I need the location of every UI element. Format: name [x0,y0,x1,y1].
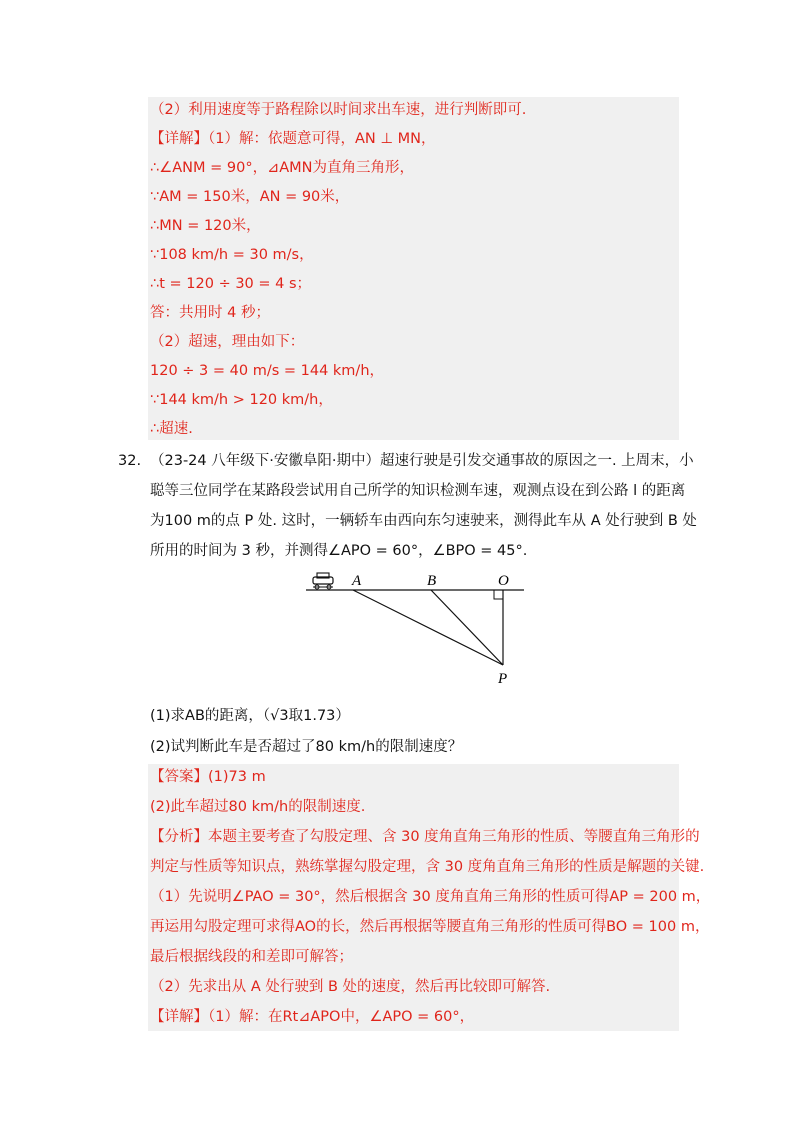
segment-BP [431,590,503,665]
label-P: P [498,671,508,687]
detail-line: 【详解】（1）解：依题意可得，AN ⊥ MN， [150,131,436,147]
right-angle-mark [494,590,503,599]
detail-line: ∴t = 120 ÷ 30 = 4 s； [150,276,312,292]
question-text: 为100 m的点 P 处. 这时，一辆轿车由西向东匀速驶来，测得此车从 A 处行驶到 B 处 [150,513,697,529]
label-B: B [427,573,437,589]
analysis-line: 判定与性质等知识点，熟练掌握勾股定理，含 30 度角直角三角形的性质是解题的关键. [150,859,705,875]
detail-line: ∵144 km/h > 120 km/h， [150,392,333,408]
question-text: 聪等三位同学在某路段尝试用自己所学的知识检测车速，观测点设在到公路 l 的距离 [150,483,686,499]
detail-line: （2）超速，理由如下： [150,334,305,350]
geometry-figure [0,570,800,690]
answer-line: (2)此车超过80 km/h的限制速度. [150,799,366,815]
label-O: O [498,573,509,589]
sub-question-1: (1)求AB的距离，（√3取1.73） [150,708,350,724]
analysis-line: 再运用勾股定理可求得AO的长，然后再根据等腰直角三角形的性质可得BO = 100 m， [150,919,710,935]
analysis-line: （1）先说明∠PAO = 30°，然后根据含 30 度角直角三角形的性质可得AP = 200 m， [150,889,711,905]
detail-line: ∴超速. [150,421,193,437]
analysis-line: （2）先求出从 A 处行驶到 B 处的速度，然后再比较即可解答. [150,979,551,995]
car-icon [313,573,333,589]
detail-line: ∵108 km/h = 30 m/s， [150,247,314,263]
detail-line: 【详解】（1）解：在Rt⊿APO中，∠APO = 60°， [150,1009,475,1025]
detail-line: ∵AM = 150米，AN = 90米， [150,189,350,205]
segment-AP [353,590,503,665]
analysis-line: 最后根据线段的和差即可解答； [150,949,353,965]
detail-line: ∴MN = 120米， [150,218,261,234]
analysis-line: （2）利用速度等于路程除以时间求出车速，进行判断即可. [150,102,527,118]
question-number: 32. [118,453,142,469]
detail-line: 120 ÷ 3 = 40 m/s = 144 km/h， [150,363,385,379]
answer-line: 【答案】(1)73 m [150,769,266,785]
analysis-line: 【分析】本题主要考查了勾股定理、含 30 度角直角三角形的性质、等腰直角三角形的 [150,829,700,845]
question-text: 所用的时间为 3 秒，并测得∠APO = 60°，∠BPO = 45°. [150,543,528,559]
question-text: （23-24 八年级下·安徽阜阳·期中）超速行驶是引发交通事故的原因之一. 上周末，小 [150,453,694,469]
sub-question-2: (2)试判断此车是否超过了80 km/h的限制速度？ [150,739,463,755]
detail-line: ∴∠ANM = 90°，⊿AMN为直角三角形， [150,160,414,176]
answer-line: 答：共用时 4 秒； [150,305,270,321]
label-A: A [352,573,362,589]
